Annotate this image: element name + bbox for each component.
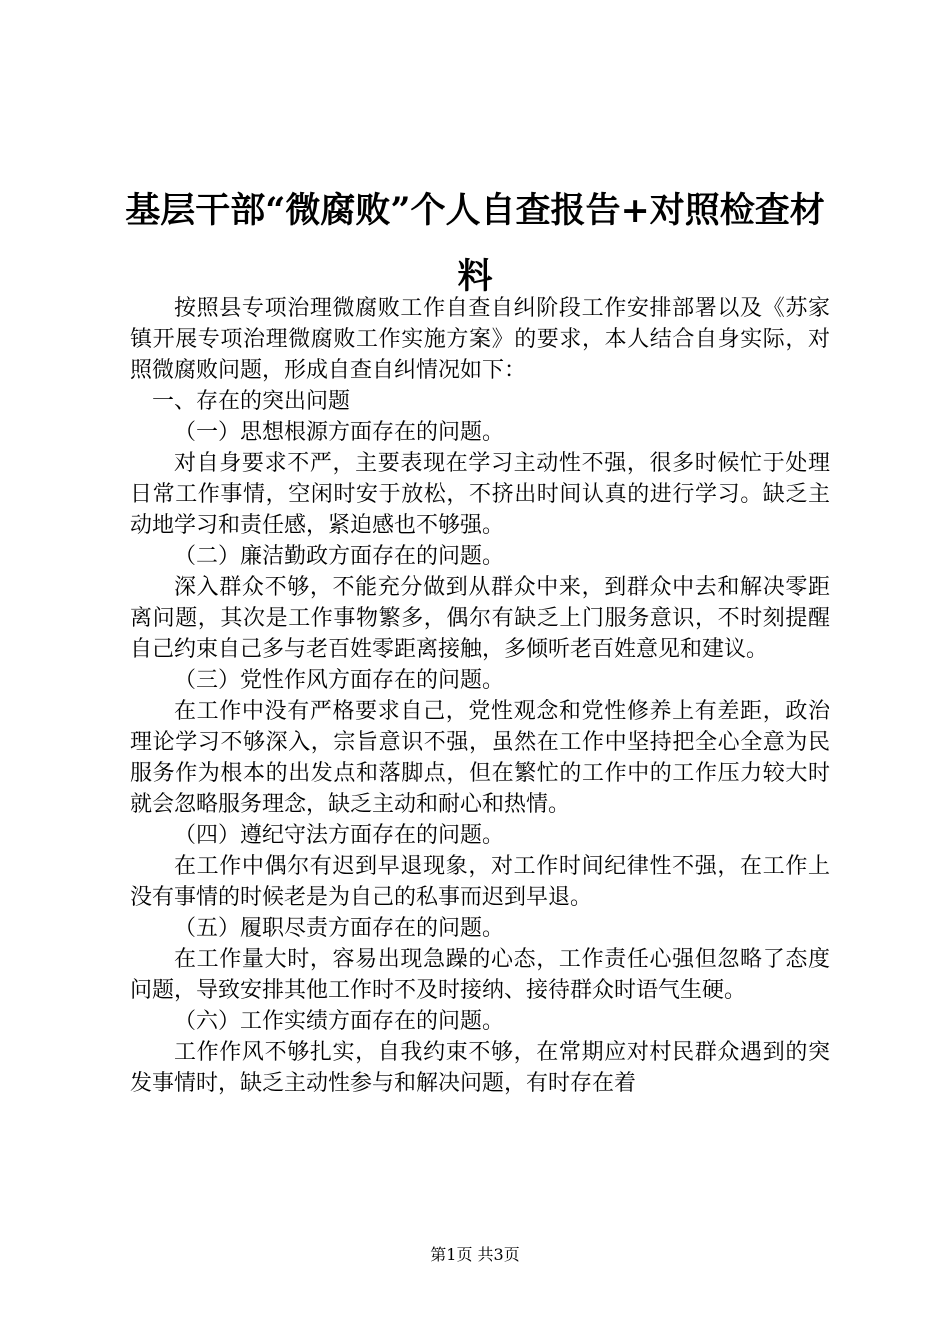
intro-paragraph: 按照县专项治理微腐败工作自查自纠阶段工作安排部署以及《苏家镇开展专项治理微腐败工作实施方案》的要求，本人结合自身实际，对照微腐败问题，形成自查自纠情况如下： xyxy=(130,296,830,383)
section-heading-1: 一、存在的突出问题 xyxy=(152,389,351,414)
subheading-6: （六）工作实绩方面存在的问题。 xyxy=(174,1009,505,1034)
paragraph-1: 对自身要求不严，主要表现在学习主动性不强，很多时候忙于处理日常工作事情，空闲时安于放松，不挤出时间认真的进行学习。缺乏主动地学习和责任感，紧迫感也不够强。 xyxy=(130,451,830,538)
subheading-5: （五）履职尽责方面存在的问题。 xyxy=(174,916,505,941)
paragraph-2: 深入群众不够，不能充分做到从群众中来，到群众中去和解决零距离问题，其次是工作事物繁多，偶尔有缺乏上门服务意识，不时刻提醒自己约束自己多与老百姓零距离接触，多倾听老百姓意见和建议。 xyxy=(130,575,830,662)
subheading-3: （三）党性作风方面存在的问题。 xyxy=(174,668,505,693)
paragraph-4: 在工作中偶尔有迟到早退现象，对工作时间纪律性不强，在工作上没有事情的时候老是为自己的私事而迟到早退。 xyxy=(130,854,830,910)
document-title: 基层干部“微腐败”个人自查报告+对照检查材料 xyxy=(125,190,825,297)
paragraph-6: 工作作风不够扎实，自我约束不够，在常期应对村民群众遇到的突发事情时，缺乏主动性参与和解决问题，有时存在着 xyxy=(130,1040,830,1096)
page-number-footer: 第1页 共3页 xyxy=(430,1245,520,1264)
subheading-1: （一）思想根源方面存在的问题。 xyxy=(174,420,505,445)
paragraph-3: 在工作中没有严格要求自己，党性观念和党性修养上有差距，政治理论学习不够深入，宗旨意识不强，虽然在工作中坚持把全心全意为民服务作为根本的出发点和落脚点，但在繁忙的工作中的工作压力较大时就会忽略服务理念，缺乏主动和耐心和热情。 xyxy=(130,699,830,817)
paragraph-5: 在工作量大时，容易出现急躁的心态，工作责任心强但忽略了态度问题，导致安排其他工作时不及时接纳、接待群众时语气生硬。 xyxy=(130,947,830,1003)
document-body xyxy=(130,293,830,1099)
subheading-2: （二）廉洁勤政方面存在的问题。 xyxy=(174,544,505,569)
subheading-4: （四）遵纪守法方面存在的问题。 xyxy=(174,823,505,848)
